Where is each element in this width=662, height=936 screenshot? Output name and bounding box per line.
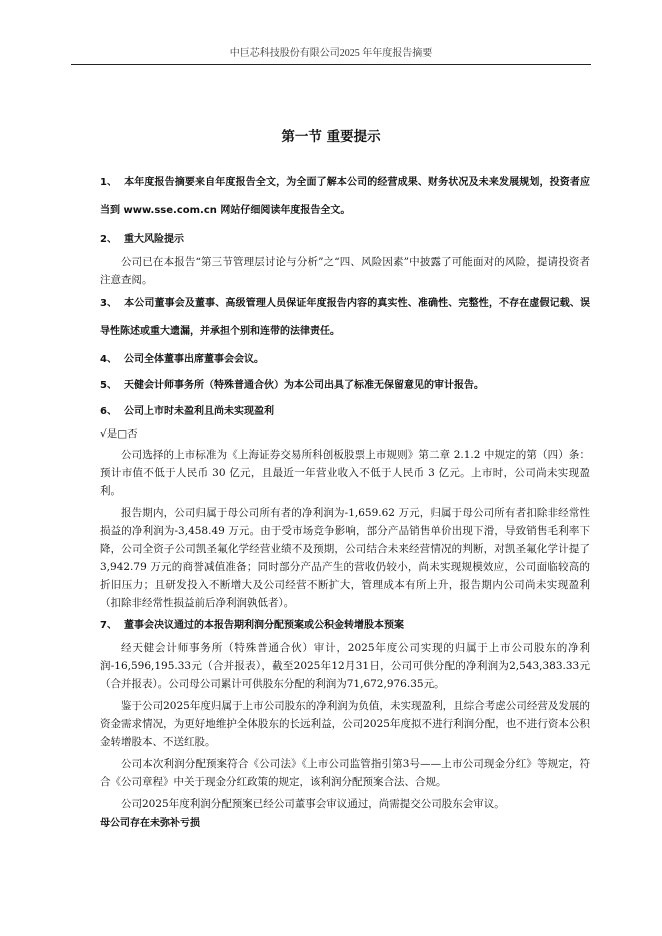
item-5 — [100, 376, 590, 396]
item-3-text: 本公司董事会及董事、高级管理人员保证年度报告内容的真实性、准确性、完整性，不存在虚假记载、误导性陈述或重大遗漏，并承担个别和连带的法律责任。 — [100, 298, 590, 337]
item-7-text: 董事会决议通过的本报告期利润分配预案或公积金转增股本预案 — [124, 620, 404, 631]
uncovered-loss-heading: 母公司存在未弥补亏损 — [100, 818, 200, 829]
item-2 — [100, 230, 590, 250]
unprofitable-checkbox-line: √是□否 — [100, 428, 138, 440]
audit-profit-paragraph: 经天健会计师事务所（特殊普通合伙）审计，2025年度公司实现的归属于上市公司股东的净利润-16,596,195.33元（合并报表），截至2025年12月31日，公司可供分配的净利润为2,543,383.33元（合并报表）。公司母公司累计可供股东分配的利润为71,672,976.35元。 — [100, 642, 590, 690]
compliance-paragraph: 公司本次利润分配预案符合《公司法》《上市公司监管指引第3号——上市公司现金分红》等规定，符合《公司章程》中关于现金分红政策的规定，该利润分配预案合法、合规。 — [100, 758, 590, 788]
item-5-text: 天健会计师事务所（特殊普通合伙）为本公司出具了标准无保留意见的审计报告。 — [124, 380, 484, 391]
item-2-number: 2、 — [100, 234, 117, 245]
listing-standard-paragraph: 公司选择的上市标准为《上海证券交易所科创板股票上市规则》第二章 2.1.2 中规定的第（四）条：预计市值不低于人民币 30 亿元，且最近一年营业收入不低于人民币 3 亿元。上市时，公司尚未实现盈利。 — [100, 449, 590, 497]
item-7-number: 7、 — [100, 620, 117, 631]
item-3-number: 3、 — [100, 298, 117, 309]
item-6-number: 6、 — [100, 406, 117, 417]
section-title: 第一节 重要提示 — [281, 129, 381, 145]
item-5-number: 5、 — [100, 380, 117, 391]
item-2-text: 重大风险提示 — [124, 234, 184, 245]
item-4-number: 4、 — [100, 354, 117, 365]
item-1-text: 本年度报告摘要来自年度报告全文，为全面了解本公司的经营成果、财务状况及未来发展规划，投资者应当到 www.sse.com.cn 网站仔细阅读年度报告全文。 — [100, 177, 590, 216]
report-header: 中巨芯科技股份有限公司2025 年年度报告摘要 — [229, 48, 433, 59]
item-4 — [100, 350, 590, 370]
item-6-text: 公司上市时未盈利且尚未实现盈利 — [124, 406, 274, 417]
risk-paragraph: 公司已在本报告“第三节管理层讨论与分析”之“四、风险因素”中披露了可能面对的风险，提请投资者注意查阅。 — [100, 256, 590, 286]
header-divider — [71, 64, 591, 65]
item-1 — [100, 169, 590, 225]
approval-paragraph: 公司2025年度利润分配预案已经公司董事会审议通过，尚需提交公司股东会审议。 — [121, 798, 505, 810]
item-7 — [100, 616, 590, 636]
net-profit-paragraph: 报告期内，公司归属于母公司所有者的净利润为-1,659.62 万元，归属于母公司所有者扣除非经常性损益的净利润为-3,458.49 万元。由于受市场竞争影响，部分产品销售单价出现下滑，导致销售毛利率下降，公司全资子公司凯圣氟化学经营业绩不及预期，公司结合未来经营情况的判断，对凯圣氟化学计提了 3,942.79 万元的商誉减值准备；同时部分产品产生的营收仍较小，尚未实现规模效应，公司面临较高的折旧压力；且研发投入不断增大及公司经营不断扩大，管理成本有所上升，报告期内公司尚未实现盈利（扣除非经常性损益前后净利润孰低者）。 — [100, 507, 590, 609]
item-6 — [100, 402, 590, 422]
document-body — [100, 169, 590, 833]
item-1-number: 1、 — [100, 177, 117, 188]
no-distribution-paragraph: 鉴于公司2025年度归属于上市公司股东的净利润为负值，未实现盈利，且综合考虑公司经营及发展的资金需求情况，为更好地维护全体股东的长远利益，公司2025年度拟不进行利润分配，也不进行资本公积金转增股本、不送红股。 — [100, 700, 590, 748]
item-4-text: 公司全体董事出席董事会会议。 — [124, 354, 264, 365]
item-3 — [100, 290, 590, 346]
